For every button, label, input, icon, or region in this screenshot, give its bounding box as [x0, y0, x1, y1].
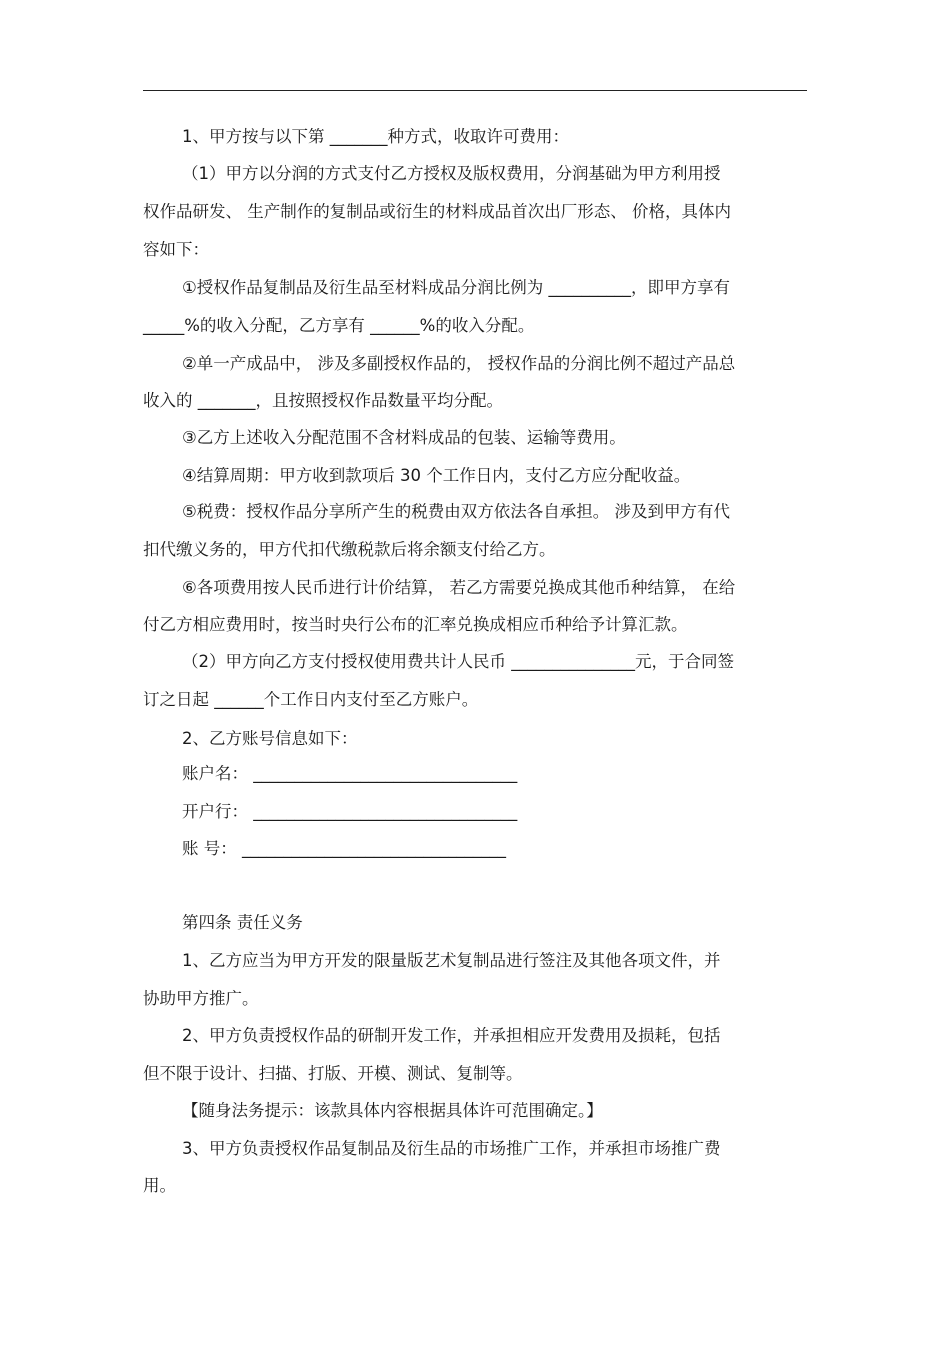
duty-1-cont: 协助甲方推广。 [143, 989, 259, 1008]
duty-3-cont: 用。 [143, 1176, 176, 1195]
article-four-heading: 第四条 责任义务 [182, 913, 303, 932]
clause-profit-share-intro: （1）甲方以分润的方式支付乙方授权及版权费用，分润基础为甲方利用授 [182, 164, 721, 183]
clause-license-fee: （2）甲方向乙方支付授权使用费共计人民币 _______________元，于合同签 [182, 652, 734, 671]
header-rule [143, 90, 807, 91]
clause-ratio-split: _____%的收入分配，乙方享有 ______%的收入分配。 [143, 316, 535, 335]
clause-tax-cont: 扣代缴义务的，甲方代扣代缴税款后将余额支付给乙方。 [143, 540, 556, 559]
duty-3: 3、甲方负责授权作品复制品及衍生品的市场推广工作，并承担市场推广费 [182, 1139, 721, 1158]
clause-account-info: 2、乙方账号信息如下： [182, 729, 358, 748]
clause-packaging: ③乙方上述收入分配范围不含材料成品的包装、运输等费用。 [182, 428, 626, 447]
clause-currency: ⑥各项费用按人民币进行计价结算， 若乙方需要兑换成其他币种结算， 在给 [182, 578, 736, 597]
clause-license-fee-cont: 订之日起 ______个工作日内支付至乙方账户。 [143, 690, 479, 709]
account-name-field: 账户名： ________________________________ [182, 764, 518, 783]
clause-fee-method: 1、甲方按与以下第 _______种方式，收取许可费用： [182, 127, 569, 146]
clause-ratio: ①授权作品复制品及衍生品至材料成品分润比例为 __________，即甲方享有 [182, 278, 731, 297]
legal-tip: 【随身法务提示：该款具体内容根据具体许可范围确定。】 [182, 1101, 603, 1120]
bank-field: 开户行： ________________________________ [182, 802, 518, 821]
duty-1: 1、乙方应当为甲方开发的限量版艺术复制品进行签注及其他各项文件，并 [182, 951, 721, 970]
duty-2: 2、甲方负责授权作品的研制开发工作，并承担相应开发费用及损耗，包括 [182, 1026, 721, 1045]
clause-tax: ⑤税费：授权作品分享所产生的税费由双方依法各自承担。 涉及到甲方有代 [182, 502, 731, 521]
duty-2-cont: 但不限于设计、扫描、打版、开模、测试、复制等。 [143, 1064, 523, 1083]
clause-currency-cont: 付乙方相应费用时，按当时央行公布的汇率兑换成相应币种给予计算汇款。 [143, 615, 688, 634]
clause-profit-share-basis: 权作品研发、 生产制作的复制品或衍生的材料成品首次出厂形态、 价格，具体内 [143, 202, 731, 221]
clause-multiple-works-cont: 收入的 _______，且按照授权作品数量平均分配。 [143, 391, 503, 410]
clause-multiple-works: ②单一产成品中， 涉及多副授权作品的， 授权作品的分润比例不超过产品总 [182, 354, 736, 373]
account-number-field: 账 号： ________________________________ [182, 839, 506, 858]
clause-content-follows: 容如下： [143, 240, 209, 259]
clause-settlement: ④结算周期：甲方收到款项后 30 个工作日内，支付乙方应分配收益。 [182, 466, 691, 485]
